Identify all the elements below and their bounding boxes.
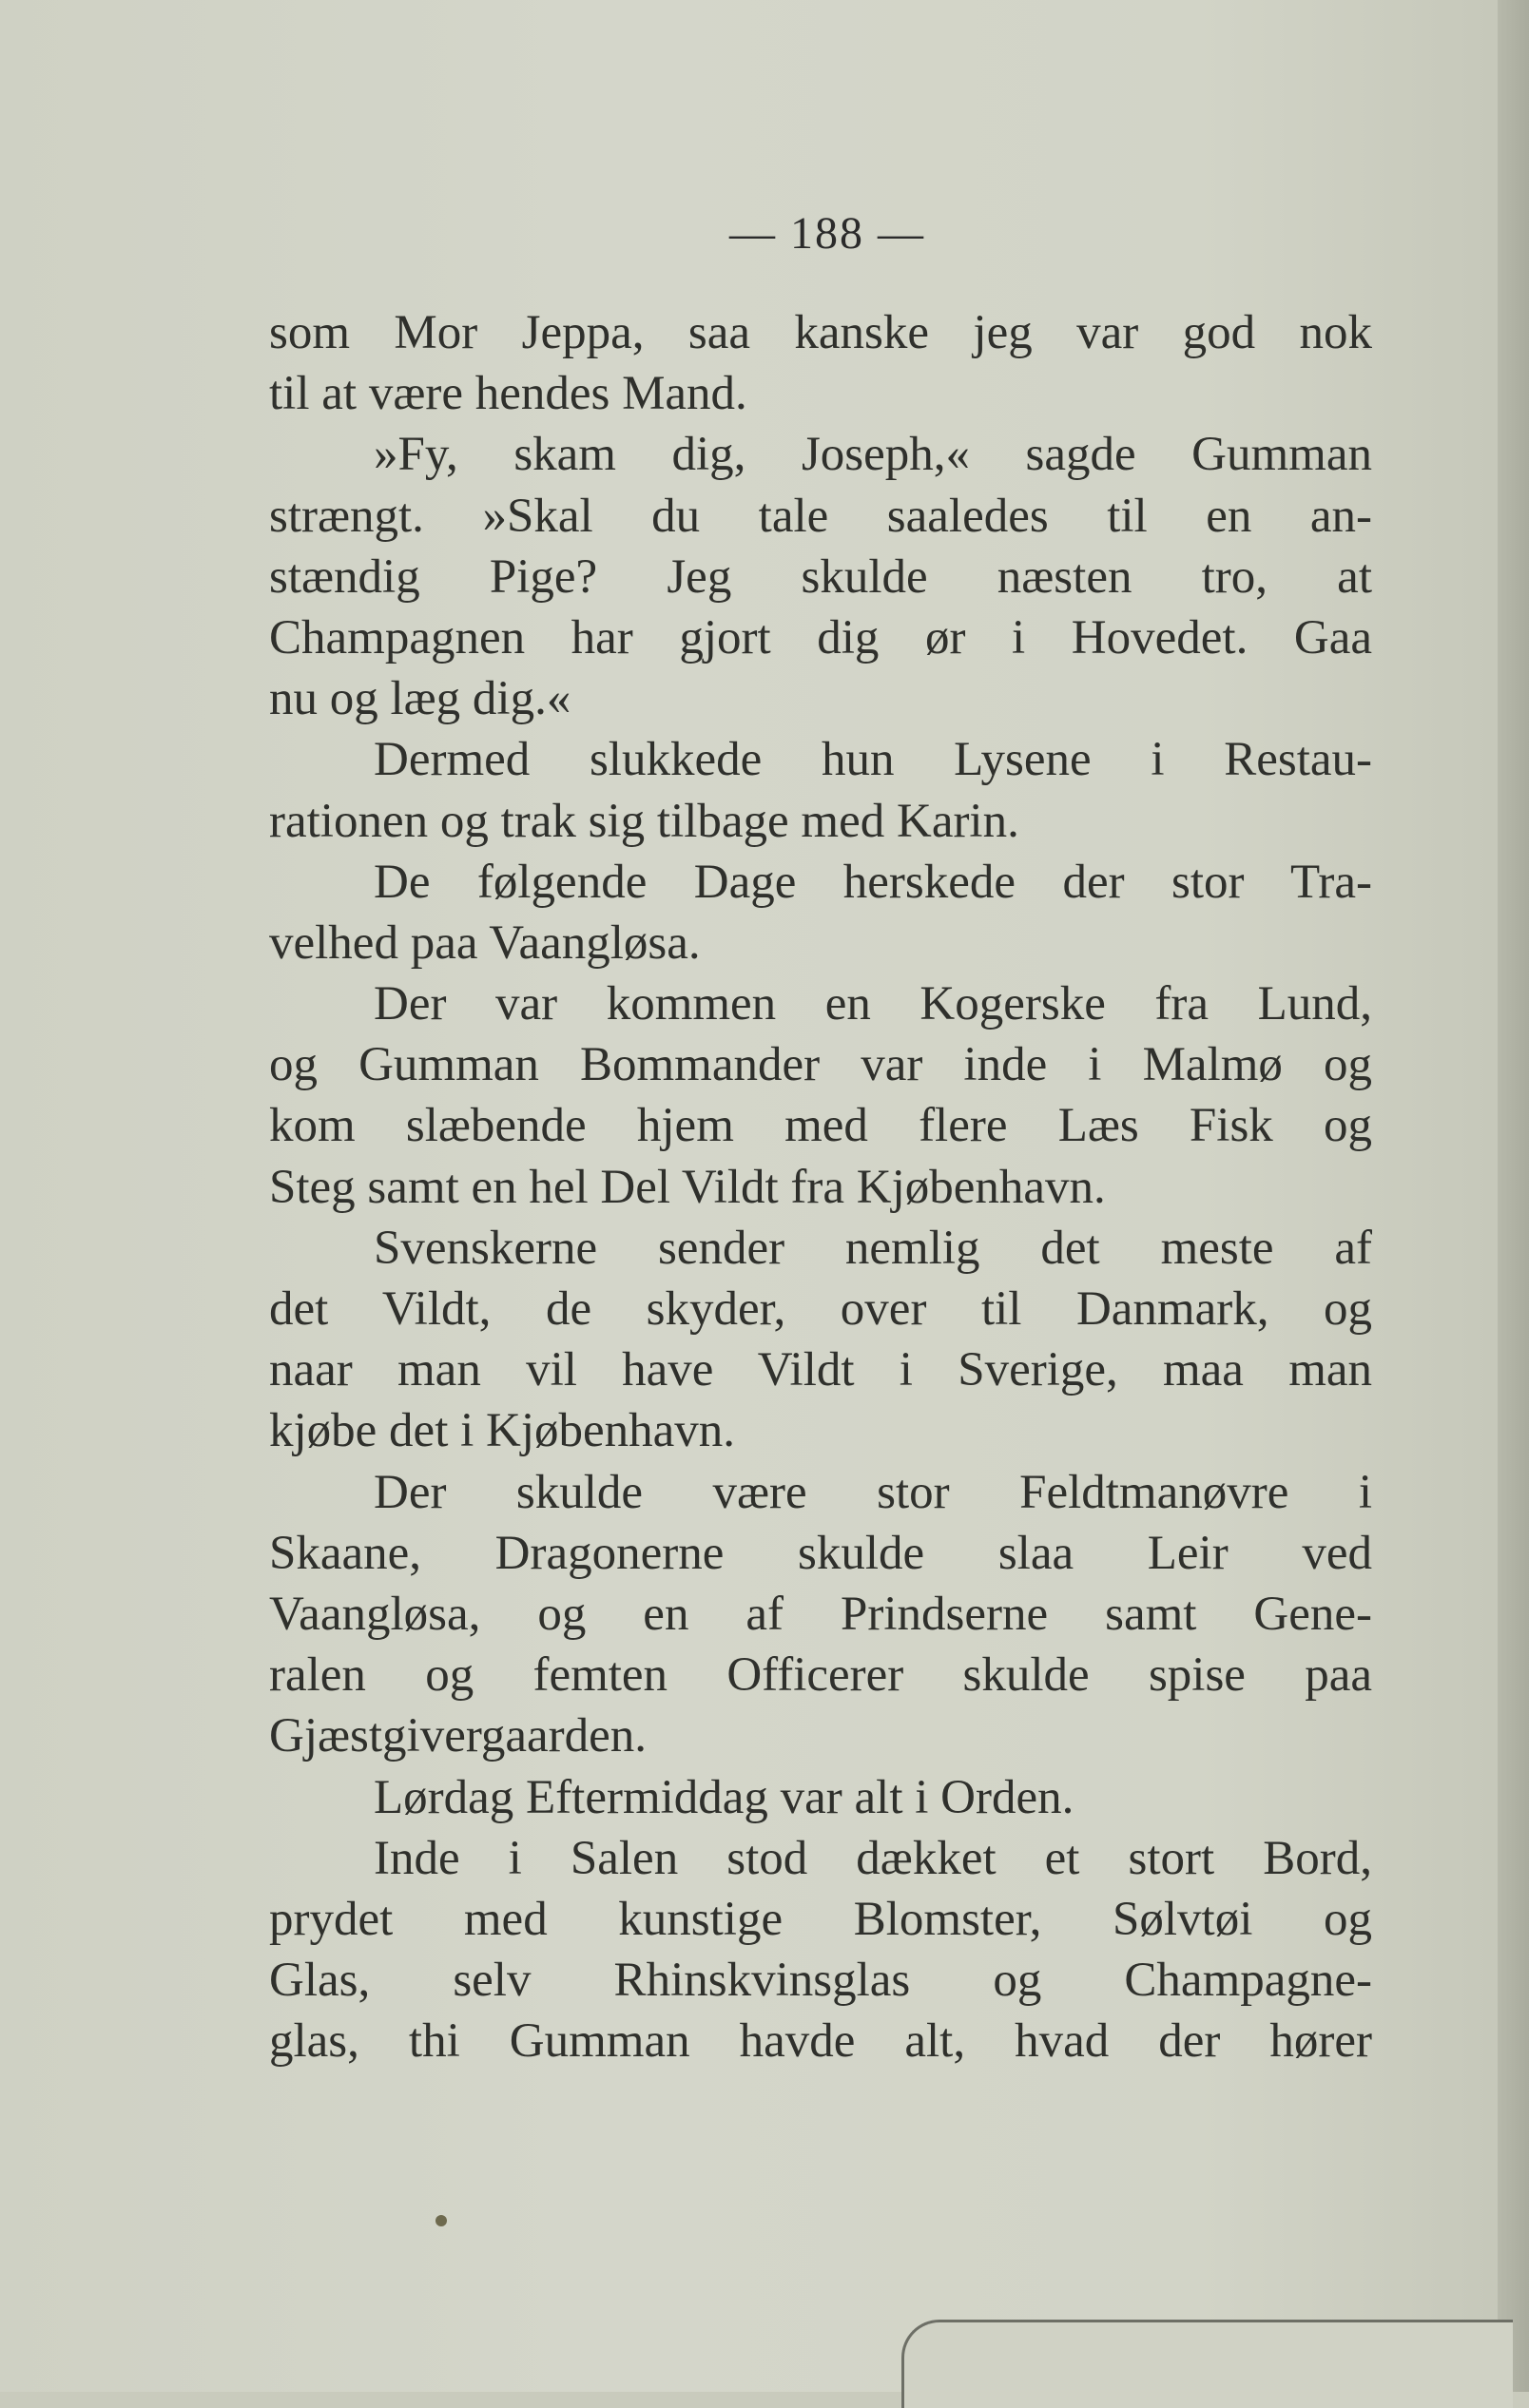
text-line: glas, thi Gumman havde alt, hvad der hører — [269, 2014, 1372, 2069]
body-text — [269, 302, 1372, 2071]
text-line: strængt. »Skal du tale saaledes til en an- — [269, 489, 1372, 543]
text-line: Inde i Salen stod dækket et stort Bord, — [374, 1831, 1372, 1885]
text-line: velhed paa Vaangløsa. — [269, 915, 701, 970]
text-line: nu og læg dig.« — [269, 672, 571, 726]
page-number: — 188 — — [729, 208, 925, 259]
text-line: Vaangløsa, og en af Prindserne samt Gene- — [269, 1587, 1372, 1641]
text-line: ralen og femten Officerer skulde spise paa — [269, 1648, 1372, 1703]
text-line: rationen og trak sig tilbage med Karin. — [269, 794, 1019, 848]
text-line: Gjæstgivergaarden. — [269, 1709, 648, 1763]
text-line: Steg samt en hel Del Vildt fra Kjøbenhavn. — [269, 1160, 1106, 1214]
text-line: kjøbe det i Kjøbenhavn. — [269, 1404, 736, 1458]
text-line: »Fy, skam dig, Joseph,« sagde Gumman — [374, 428, 1372, 482]
text-line: og Gumman Bommander var inde i Malmø og — [269, 1038, 1372, 1092]
text-line: stændig Pige? Jeg skulde næsten tro, at — [269, 549, 1372, 604]
text-line: prydet med kunstige Blomster, Sølvtøi og — [269, 1892, 1372, 1946]
text-line: Champagnen har gjort dig ør i Hovedet. Gaa — [269, 610, 1372, 665]
bookmark-tab — [901, 2320, 1513, 2408]
text-line: Der skulde være stor Feldtmanøvre i — [374, 1465, 1372, 1519]
text-line: Skaane, Dragonerne skulde slaa Leir ved — [269, 1526, 1372, 1580]
text-line: De følgende Dage herskede der stor Tra- — [374, 855, 1372, 909]
text-line: det Vildt, de skyder, over til Danmark, og — [269, 1282, 1372, 1336]
page-edge — [1498, 0, 1529, 2392]
text-line: kom slæbende hjem med flere Læs Fisk og — [269, 1099, 1372, 1153]
text-line: Dermed slukkede hun Lysene i Restau- — [374, 733, 1372, 787]
paper-speck — [435, 2215, 447, 2226]
text-line: Svenskerne sender nemlig det meste af — [374, 1221, 1372, 1275]
text-line: Der var kommen en Kogerske fra Lund, — [374, 977, 1372, 1031]
text-line: som Mor Jeppa, saa kanske jeg var god nok — [269, 306, 1372, 359]
text-line: naar man vil have Vildt i Sverige, maa man — [269, 1343, 1372, 1397]
text-line: Lørdag Eftermiddag var alt i Orden. — [374, 1770, 1074, 1824]
text-line: til at være hendes Mand. — [269, 367, 747, 421]
text-line: Glas, selv Rhinskvinsglas og Champagne- — [269, 1954, 1372, 2008]
